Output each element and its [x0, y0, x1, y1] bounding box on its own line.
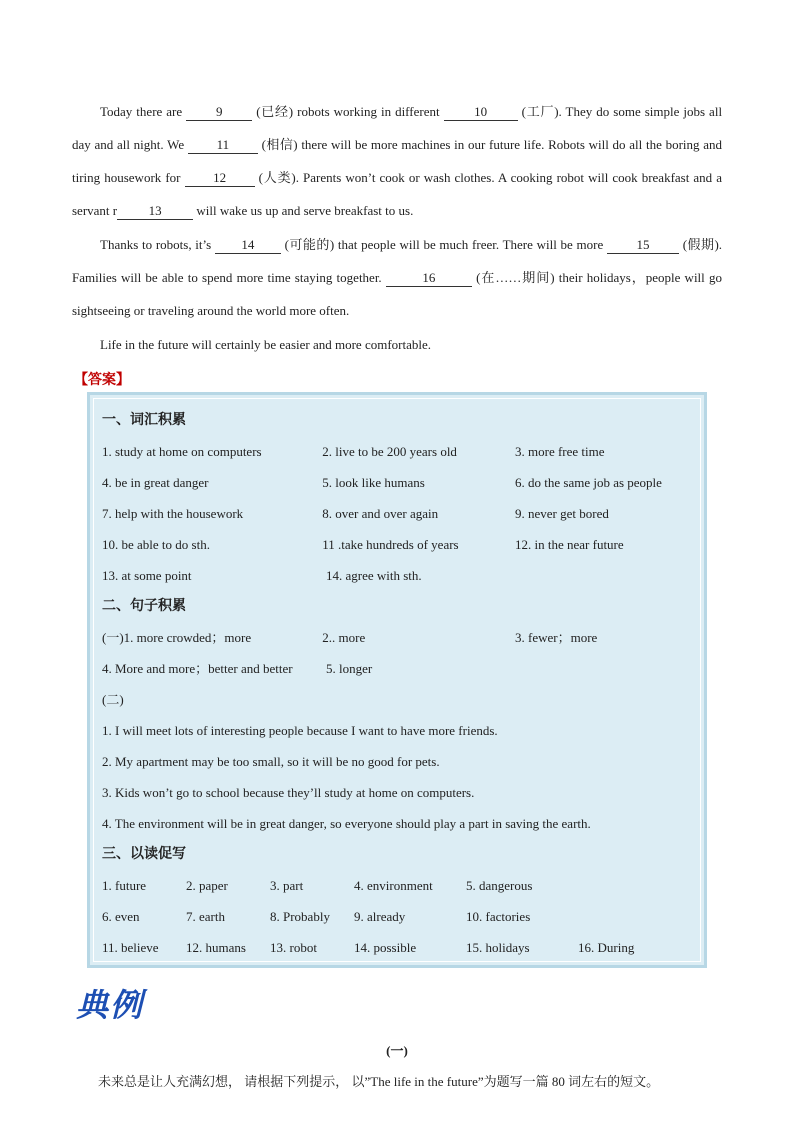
section-number: (一) [386, 1043, 408, 1058]
answer-item: 3. more free time [515, 444, 605, 459]
blank-10: 10 [444, 104, 518, 121]
answer-content [93, 398, 701, 962]
answer-item: 2.. more [322, 630, 366, 645]
answer-item: 4. More and more；better and better [102, 661, 293, 676]
blank-9: 9 [186, 104, 252, 121]
answer-item: 12. humans [186, 940, 246, 955]
answer-row [102, 870, 692, 901]
answer-item: (一)1. more crowded；more [102, 630, 252, 645]
answer-item: 14. agree with sth. [326, 568, 422, 583]
answer-row [102, 653, 692, 684]
answer-sentence: 2. My apartment may be too small, so it will be no good for pets. [102, 754, 440, 769]
passage-paragraph-2: Thanks to robots, it’s 14 (可能的) that people will be much freer. There will be more 15 (假期). Families will be able to spend more time staying together. 16 (在……期间) their holidays，people will go sightseeing or traveling around the world more often. [72, 237, 723, 318]
answer-item: 10. factories [466, 909, 531, 924]
blank-13: 13 [117, 203, 193, 220]
answer-item: 7. help with the housework [102, 506, 244, 521]
section-title-writing: 三、以读促写 [102, 846, 186, 862]
answer-item: 9. already [354, 909, 406, 924]
answer-sentence: 1. I will meet lots of interesting people because I want to have more friends. [102, 723, 498, 738]
answer-box [87, 392, 707, 968]
answer-row [102, 560, 692, 591]
answer-item: 2. live to be 200 years old [322, 444, 457, 459]
answer-item: 11. believe [102, 940, 159, 955]
writing-prompt: 未来总是让人充满幻想， 请根据下列提示， 以”The life in the future”为题写一篇 80 词左右的短文。 [98, 1074, 660, 1089]
answer-item: 5. dangerous [466, 878, 533, 893]
answer-row [102, 932, 692, 963]
answer-row [102, 901, 692, 932]
sub-section-label: (二) [102, 692, 124, 707]
answer-item: 8. Probably [270, 909, 330, 924]
answer-row [102, 622, 692, 653]
answer-item: 5. look like humans [322, 475, 425, 490]
section-title-vocabulary: 一、词汇积累 [102, 412, 186, 428]
answer-item: 5. longer [326, 661, 373, 676]
answer-item: 9. never get bored [515, 506, 609, 521]
answer-item: 4. be in great danger [102, 475, 209, 490]
answer-item: 3. fewer；more [515, 630, 598, 645]
answer-item: 2. paper [186, 878, 228, 893]
blank-16: 16 [386, 270, 472, 287]
blank-14: 14 [215, 237, 281, 254]
answer-row [102, 529, 692, 560]
answer-item: 10. be able to do sth. [102, 537, 210, 552]
answer-item: 12. in the near future [515, 537, 624, 552]
answer-item: 4. environment [354, 878, 433, 893]
answer-item: 16. During [578, 940, 635, 955]
answer-item: 13. at some point [102, 568, 192, 583]
answer-item: 13. robot [270, 940, 317, 955]
answer-label: 【答案】 [74, 372, 130, 388]
blank-12: 12 [185, 170, 255, 187]
answer-sentence: 4. The environment will be in great danger, so everyone should play a part in saving the earth. [102, 816, 591, 831]
answer-item: 1. future [102, 878, 147, 893]
answer-item: 15. holidays [466, 940, 530, 955]
blank-11: 11 [188, 137, 258, 154]
answer-item: 3. part [270, 878, 304, 893]
passage-paragraph-1: Today there are 9 (已经) robots working in different 10 (工厂). They do some simple jobs all day and all night. We 11 (相信) there will be more machines in our future life. Robots will do all the boring and tiring housework for 12 (人类). Parents won’t cook or wash clothes. A cooking robot will cook breakfast and a servant r 13 will wake us up and serve breakfast to us. [72, 104, 723, 218]
answer-item: 6. do the same job as people [515, 475, 662, 490]
answer-item: 6. even [102, 909, 140, 924]
section-title-sentences: 二、句子积累 [102, 598, 186, 614]
answer-sentence: 3. Kids won’t go to school because they’ll study at home on computers. [102, 785, 475, 800]
answer-item: 1. study at home on computers [102, 444, 262, 459]
answer-item: 14. possible [354, 940, 417, 955]
answer-row [102, 467, 692, 498]
answer-item: 11 .take hundreds of years [322, 537, 459, 552]
answer-row [102, 498, 692, 529]
answer-item: 8. over and over again [322, 506, 439, 521]
passage-paragraph-3: Life in the future will certainly be easier and more comfortable. [100, 337, 431, 352]
answer-item: 7. earth [186, 909, 225, 924]
answer-row [102, 436, 692, 467]
example-logo: 典例 [76, 986, 145, 1024]
blank-15: 15 [607, 237, 679, 254]
